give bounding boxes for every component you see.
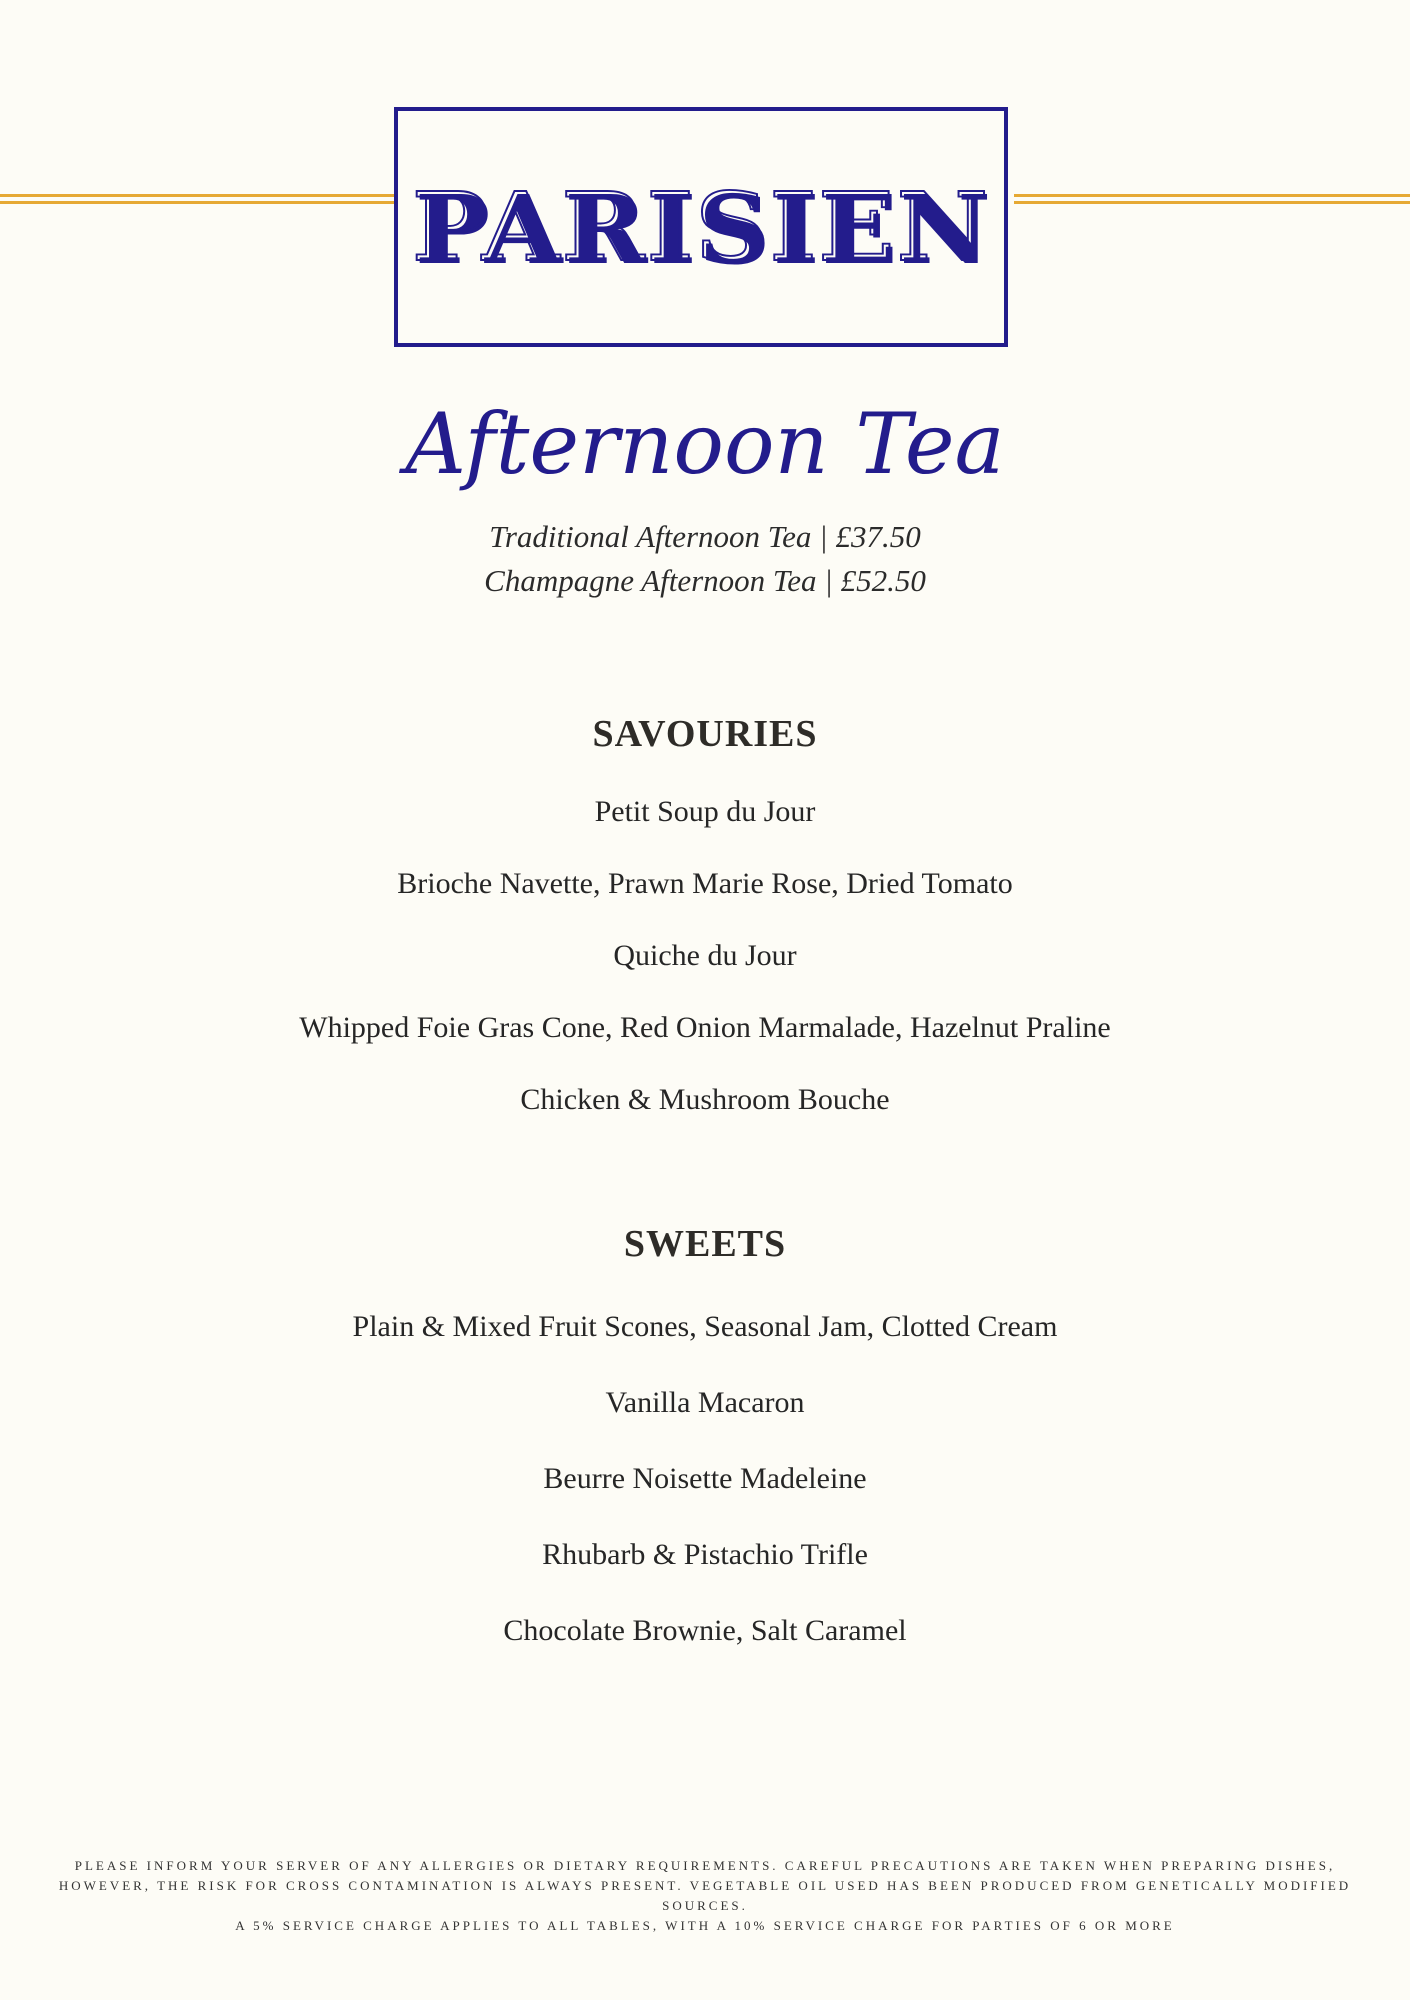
menu-item: Plain & Mixed Fruit Scones, Seasonal Jam, Clotted Cream xyxy=(352,1310,1058,1343)
menu-item: Vanilla Macaron xyxy=(605,1386,805,1419)
menu-item: Whipped Foie Gras Cone, Red Onion Marmalade, Hazelnut Praline xyxy=(299,1011,1111,1044)
menu-item: Brioche Navette, Prawn Marie Rose, Dried Tomato xyxy=(397,867,1013,900)
menu-item: Rhubarb & Pistachio Trifle xyxy=(542,1538,868,1571)
footer-notice xyxy=(40,1856,1370,1936)
price-champagne: Champagne Afternoon Tea | £52.50 xyxy=(484,563,926,598)
menu-item: Beurre Noisette Madeleine xyxy=(543,1462,867,1495)
menu-item: Quiche du Jour xyxy=(613,939,797,972)
price-list xyxy=(0,515,1410,603)
menu-title: Afternoon Tea xyxy=(405,395,1005,493)
menu-item: Petit Soup du Jour xyxy=(594,795,816,828)
brand-logo xyxy=(394,107,1008,347)
sweets-heading: SWEETS xyxy=(623,1223,787,1265)
service-charge-notice: A 5% SERVICE CHARGE APPLIES TO ALL TABLES, WITH A 10% SERVICE CHARGE FOR PARTIES OF 6 OR MORE xyxy=(235,1918,1175,1933)
brand-name: PARISIEN xyxy=(411,170,990,284)
menu-item: Chocolate Brownie, Salt Caramel xyxy=(503,1614,907,1647)
allergy-notice: PLEASE INFORM YOUR SERVER OF ANY ALLERGIES OR DIETARY REQUIREMENTS. CAREFUL PRECAUTIONS ARE TAKEN WHEN PREPARING DISHES, HOWEVER, THE RISK FOR CROSS CONTAMINATION IS ALWAYS PRESENT. VEGETABLE OIL USED HAS BEEN PRODUCED FROM GENETICALLY MODIFIED SOURCES. xyxy=(58,1858,1352,1913)
price-traditional: Traditional Afternoon Tea | £37.50 xyxy=(489,519,921,554)
decorative-rule-left xyxy=(0,194,394,204)
menu-item: Chicken & Mushroom Bouche xyxy=(520,1083,890,1116)
decorative-rule-right xyxy=(1014,194,1410,204)
savouries-heading: SAVOURIES xyxy=(592,713,818,755)
